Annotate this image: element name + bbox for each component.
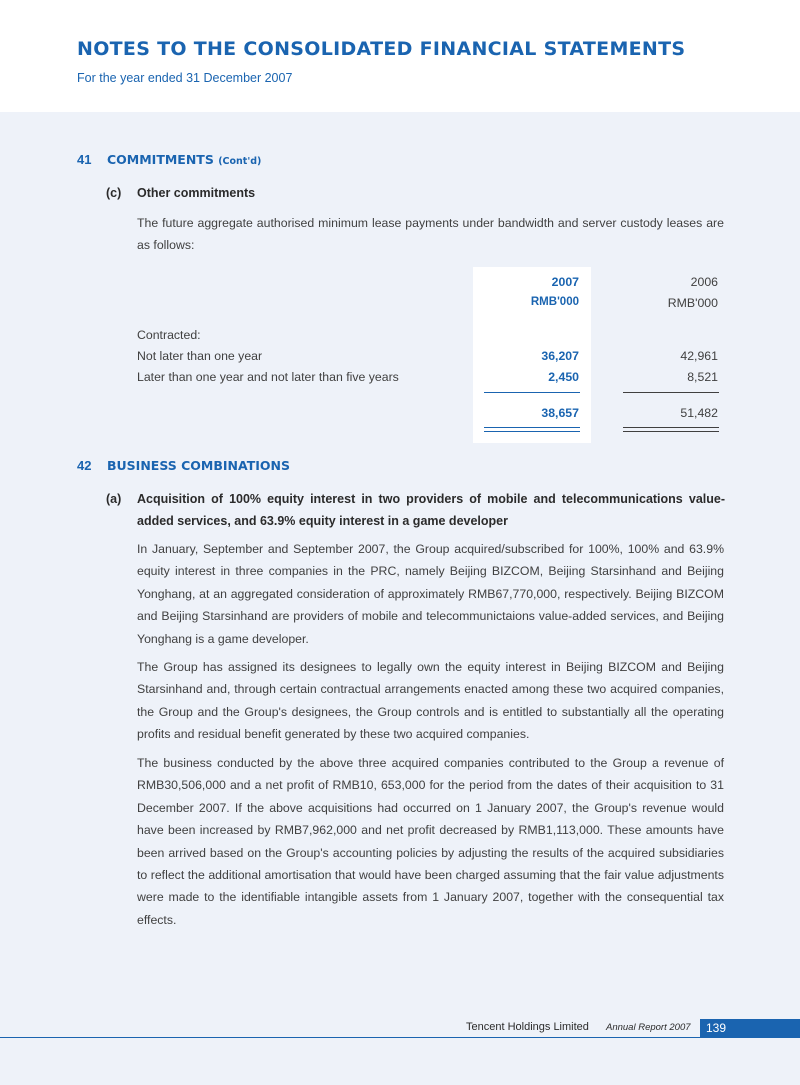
subsection-c-letter: (c) — [106, 186, 122, 200]
total-2006: 51,482 — [680, 406, 718, 420]
subsection-a-letter: (a) — [106, 492, 122, 506]
commitments-intro: The future aggregate authorised minimum lease payments under bandwidth and server custody leases are as follows: — [137, 216, 724, 253]
section-42-number: 42 — [77, 458, 92, 473]
row-one-to-five-years-2007: 2,450 — [548, 370, 579, 384]
unit-2006-header: RMB'000 — [667, 296, 718, 310]
subtotal-rule-2006 — [623, 392, 719, 393]
total-double-rule-2007-b — [484, 431, 580, 432]
section-41-number: 41 — [77, 152, 92, 167]
footer-company: Tencent Holdings Limited — [466, 1021, 589, 1033]
page-number: 139 — [700, 1019, 800, 1038]
business-combination-paragraph-3: The business conducted by the above three acquired companies contributed to the Group a revenue of RMB30,506,000 and a net profit of RMB10, 653,000 for the period from the dates of their acquisition to 31 December 2007. If the above acquisitions had occurred on 1 January 2007, the Group's revenue would have been increased by RMB7,962,000 and net profit decreased by RMB1,113,000. These amounts have been arrived based on the Group's accounting policies by adjusting the results of the acquired subsidiaries to reflect the additional amortisation that would have been charged assuming that the fair value adjustments were made to the identifiable intangible assets from 1 January 2007, together with the consequential tax effects. — [137, 756, 724, 927]
total-double-rule-2006-a — [623, 427, 719, 428]
row-within-one-year-2007: 36,207 — [541, 349, 579, 363]
row-one-to-five-years-2006: 8,521 — [687, 370, 718, 384]
total-double-rule-2006-b — [623, 431, 719, 432]
year-2006-header: 2006 — [690, 275, 718, 289]
row-contracted-label: Contracted: — [137, 328, 201, 342]
section-41-title: COMMITMENTS — [107, 152, 214, 167]
page-header — [0, 0, 800, 112]
total-2007: 38,657 — [541, 406, 579, 420]
subsection-a-title: Acquisition of 100% equity interest in two providers of mobile and telecommunications value-added services, and 63.9% equity interest in a game developer — [137, 492, 725, 528]
row-one-to-five-years-label: Later than one year and not later than five years — [137, 370, 399, 384]
year-2007-header: 2007 — [551, 275, 579, 289]
business-combination-paragraph-2: The Group has assigned its designees to legally own the equity interest in Beijing BIZCOM and Beijing Starsinhand and, through certain contractual arrangements enacted among these two acquired companies, the Group and the Group's designees, the Group controls and is entitled to substantially all the operating profits and residual benefit generated by these two acquired companies. — [137, 660, 724, 742]
unit-2007-header: RMB'000 — [530, 296, 579, 308]
section-41-heading — [107, 152, 261, 167]
business-combination-paragraph-1: In January, September and September 2007, the Group acquired/subscribed for 100%, 100% and 63.9% equity interest in three companies in the PRC, namely Beijing BIZCOM, Beijing Starsinhand and Beijing Yonghang, at an aggregated consideration of approximately RMB67,770,000, respectively. Beijing BIZCOM and Beijing Starsinhand are providers of mobile and telecommunictaions value-added services, and Beijing Yonghang is a game developer. — [137, 542, 724, 646]
subtotal-rule-2007 — [484, 392, 580, 393]
total-double-rule-2007-a — [484, 427, 580, 428]
row-within-one-year-2006: 42,961 — [680, 349, 718, 363]
footer-rule — [0, 1037, 700, 1038]
row-within-one-year-label: Not later than one year — [137, 349, 263, 363]
page-title: NOTES TO THE CONSOLIDATED FINANCIAL STATEMENTS — [77, 38, 686, 60]
page-subtitle: For the year ended 31 December 2007 — [77, 71, 293, 85]
section-41-cont: (Cont'd) — [218, 156, 262, 167]
subsection-c-title: Other commitments — [137, 186, 256, 200]
section-42-title: BUSINESS COMBINATIONS — [107, 458, 290, 473]
footer-report-name: Annual Report 2007 — [606, 1022, 691, 1033]
